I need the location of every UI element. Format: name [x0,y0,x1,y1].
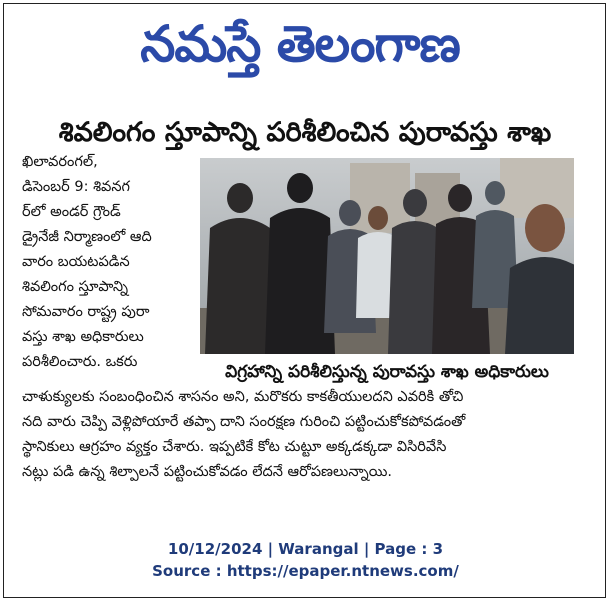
column-line: పరిశీలించారు. ఒకరు [22,354,138,370]
article-column-text [22,150,194,375]
column-line: శివలింగం స్తూపాన్ని [22,279,129,295]
column-line: డ్రైనేజీ నిర్మాణంలో ఆది [22,229,152,245]
edition-info: 10/12/2024 | Warangal | Page : 3 [167,540,444,558]
article-headline: శివలింగం స్తూపాన్ని పరిశీలించిన పురావస్తు శాఖ [58,117,552,148]
body-line: చాళుక్యులకు సంబంధించిన శాసనం అని, మరొకరు కాకతీయులదని ఎవరికి తోచి [22,389,464,405]
column-line: డిసెంబర్ 9: శివనగ [22,179,130,195]
article-body-text [22,385,578,485]
newspaper-masthead: నమస్తే తెలంగాణ [140,15,460,73]
column-line: ఖిలావరంగల్, [22,154,98,170]
photo-caption: విగ్రహాన్ని పరిశీలిస్తున్న పురావస్తు శాఖ అధికారులు [225,362,549,382]
source-link[interactable]: Source : https://epaper.ntnews.com/ [152,562,459,580]
column-line: వారం బయటపడిన [22,254,130,270]
body-line: స్థానికులు ఆగ్రహం వ్యక్తం చేశారు. ఇప్పటికే కోట చుట్టూ అక్కడక్కడా విసిరివేసి [22,439,447,455]
column-line: ర్‌లో అండర్ గ్రౌండ్ [22,204,121,220]
column-line: వస్తు శాఖ అధికారులు [22,329,144,345]
news-photo [200,158,574,354]
body-line: నది వారు చెప్పి వెళ్లిపోయారే తప్పా దాని సంరక్షణ గురించి పట్టించుకోకపోవడంతో [22,414,466,430]
news-photo-illustration [200,158,574,354]
column-line: సోమవారం రాష్ట్ర పురా [22,304,150,320]
body-line: నట్లు పడి ఉన్న శిల్పాలనే పట్టించుకోవడం లేదనే ఆరోపణలున్నాయి. [22,464,392,480]
